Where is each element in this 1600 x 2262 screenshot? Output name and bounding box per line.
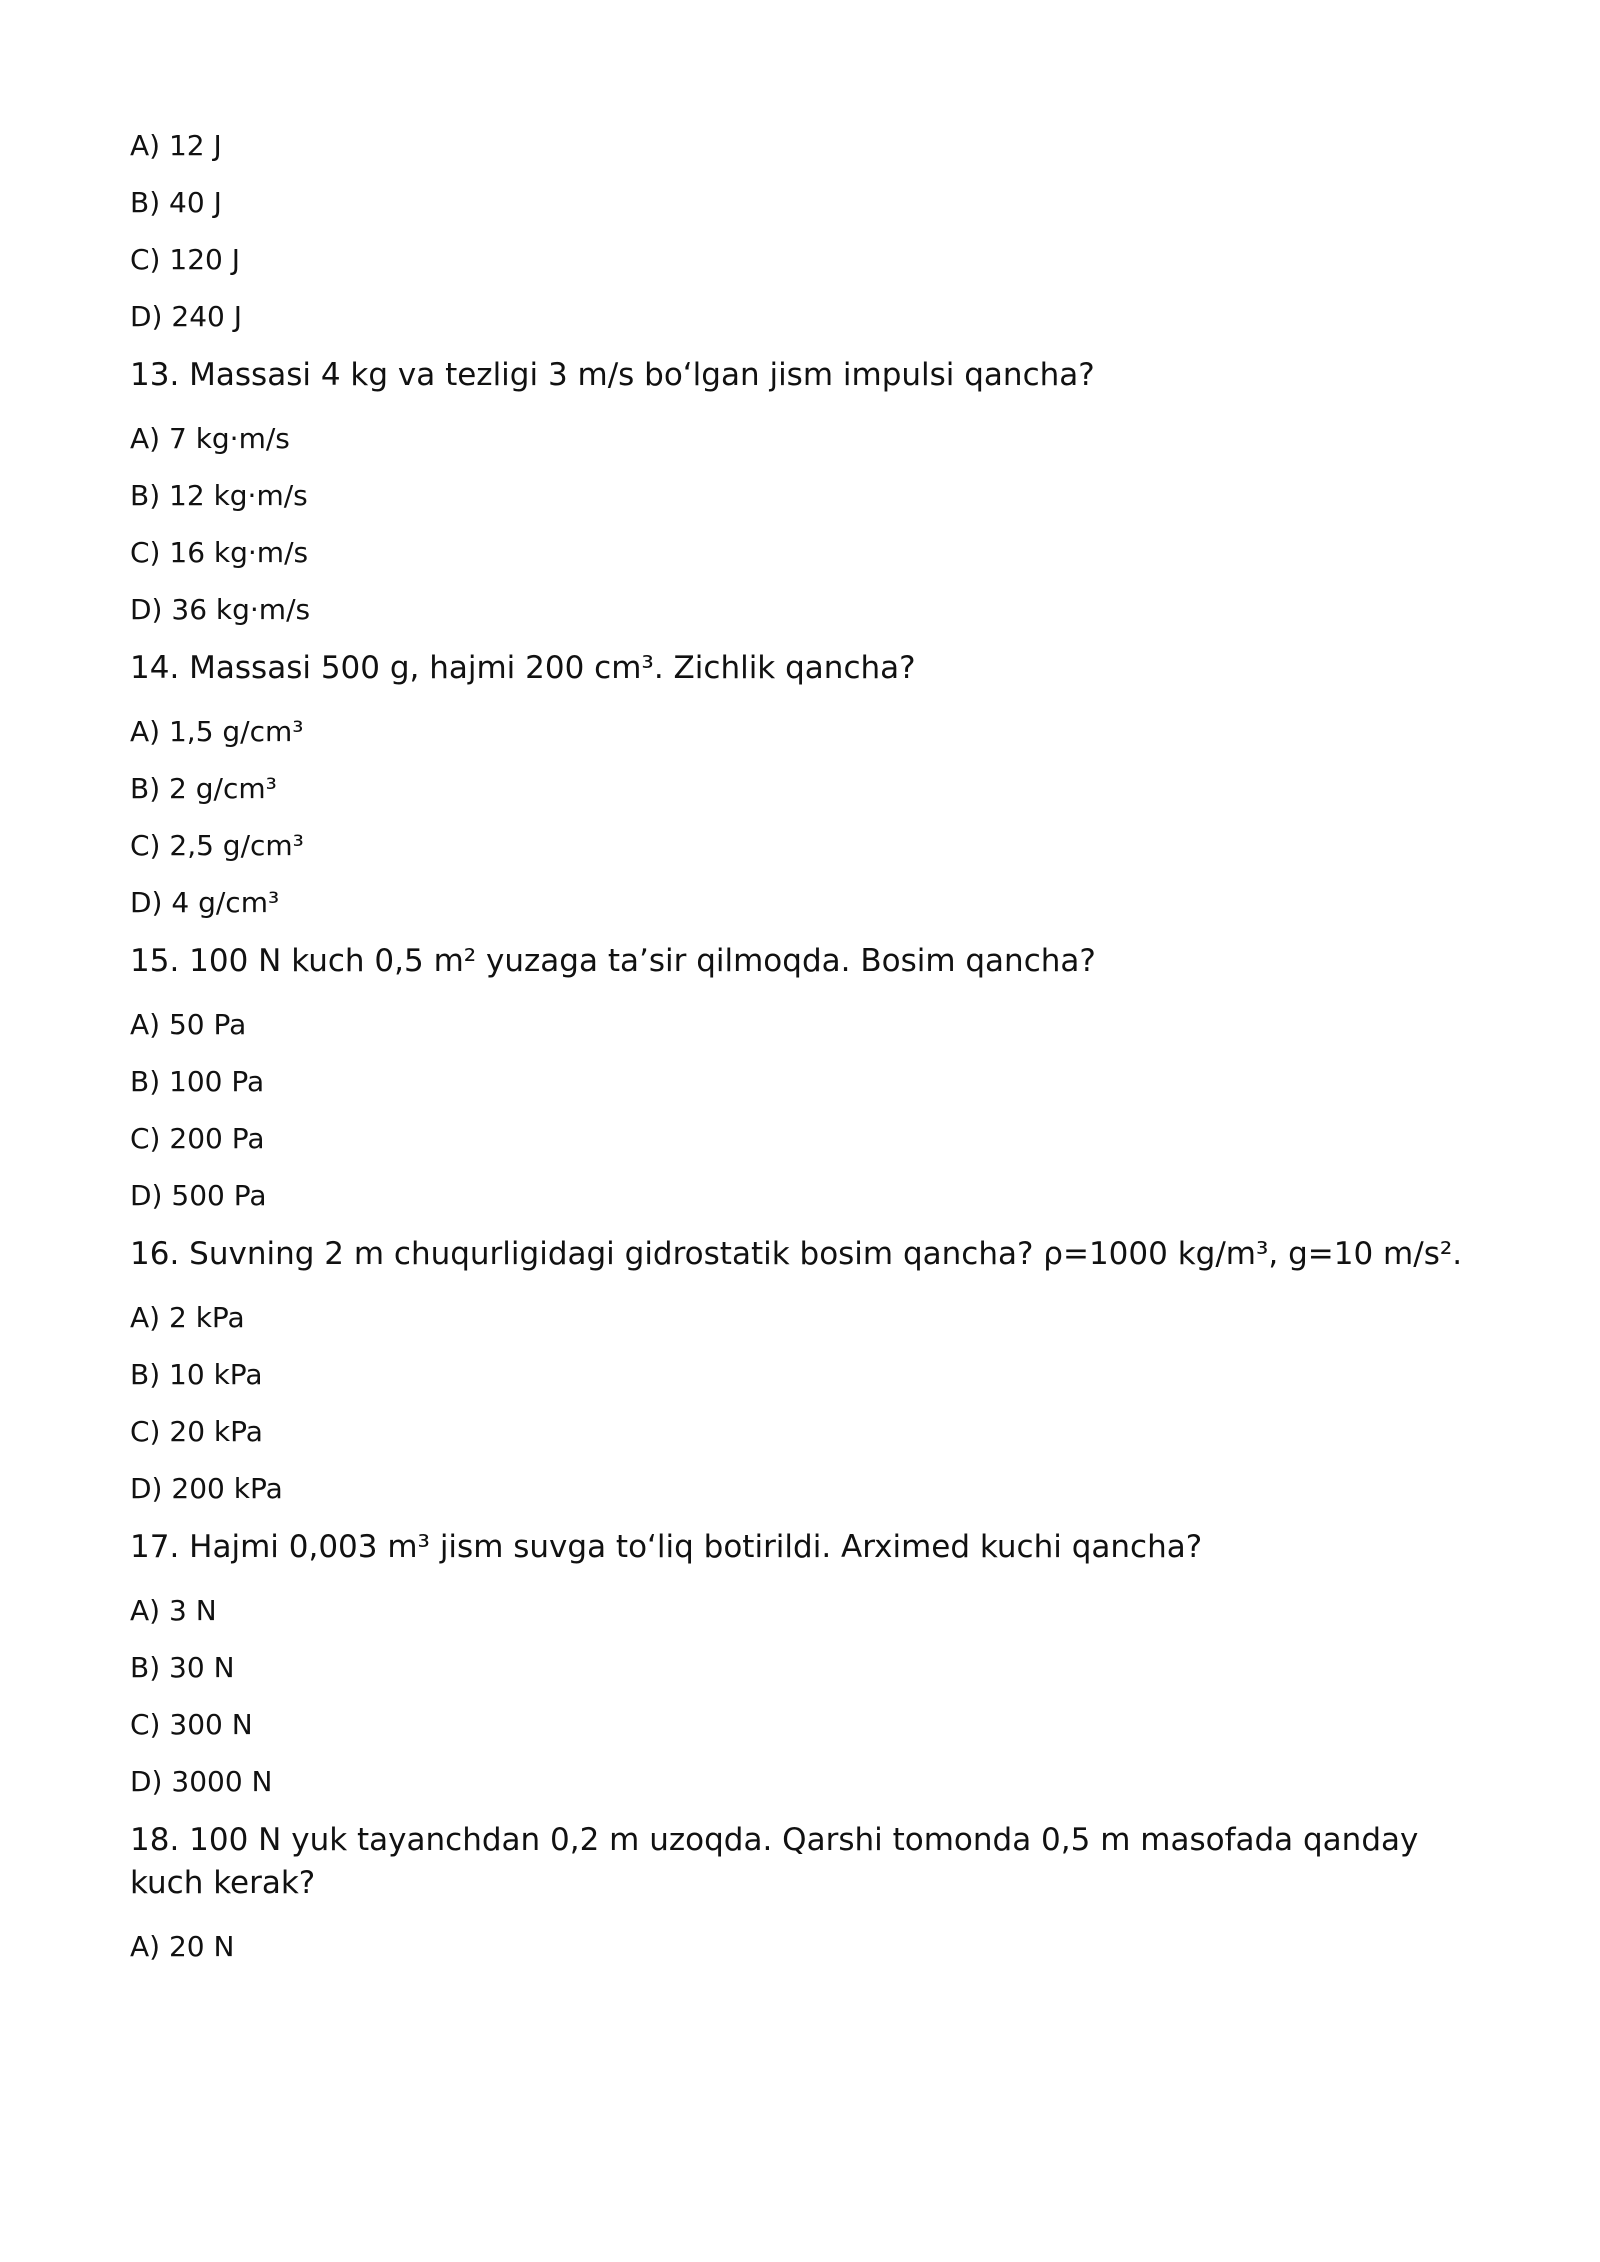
option-b: B) 12 kg·m/s [130,479,308,512]
question-14 [130,647,1470,923]
question-16 [130,1233,1470,1509]
option-a: A) 2 kPa [130,1301,245,1334]
option-a: A) 12 J [130,129,222,162]
option-a: A) 1,5 g/cm³ [130,715,304,748]
option-a: A) 20 N [130,1930,235,1963]
question-17 [130,1526,1470,1802]
option-d: D) 36 kg·m/s [130,593,311,626]
option-c: C) 16 kg·m/s [130,536,309,569]
option-c: C) 2,5 g/cm³ [130,829,304,862]
option-a: A) 50 Pa [130,1008,247,1041]
option-d: D) 500 Pa [130,1179,267,1212]
question-text: 13. Massasi 4 kg va tezligi 3 m/s bo‘lgan jism impulsi qancha? [130,357,1095,393]
option-c: C) 120 J [130,243,240,276]
question-13 [130,354,1470,630]
option-b: B) 10 kPa [130,1358,263,1391]
option-d: D) 240 J [130,300,242,333]
option-a: A) 7 kg·m/s [130,422,290,455]
option-b: B) 40 J [130,186,222,219]
option-a: A) 3 N [130,1594,217,1627]
question-18 [130,1819,1470,1967]
document-page [130,126,1470,1984]
option-c: C) 300 N [130,1708,253,1741]
option-b: B) 30 N [130,1651,235,1684]
question-text: 15. 100 N kuch 0,5 m² yuzaga ta’sir qilmoqda. Bosim qancha? [130,943,1096,979]
option-b: B) 100 Pa [130,1065,265,1098]
option-b: B) 2 g/cm³ [130,772,277,805]
option-c: C) 20 kPa [130,1415,263,1448]
option-d: D) 3000 N [130,1765,273,1798]
question-text: 18. 100 N yuk tayanchdan 0,2 m uzoqda. Qarshi tomonda 0,5 m masofada qanday kuch kerak? [130,1822,1419,1901]
option-d: D) 200 kPa [130,1472,283,1505]
question-text: 16. Suvning 2 m chuqurligidagi gidrostatik bosim qancha? ρ=1000 kg/m³, g=10 m/s². [130,1236,1463,1272]
question-text: 17. Hajmi 0,003 m³ jism suvga to‘liq botirildi. Arximed kuchi qancha? [130,1529,1203,1565]
option-c: C) 200 Pa [130,1122,265,1155]
question-15 [130,940,1470,1216]
question-12-options [130,126,1470,337]
question-text: 14. Massasi 500 g, hajmi 200 cm³. Zichlik qancha? [130,650,916,686]
option-d: D) 4 g/cm³ [130,886,280,919]
